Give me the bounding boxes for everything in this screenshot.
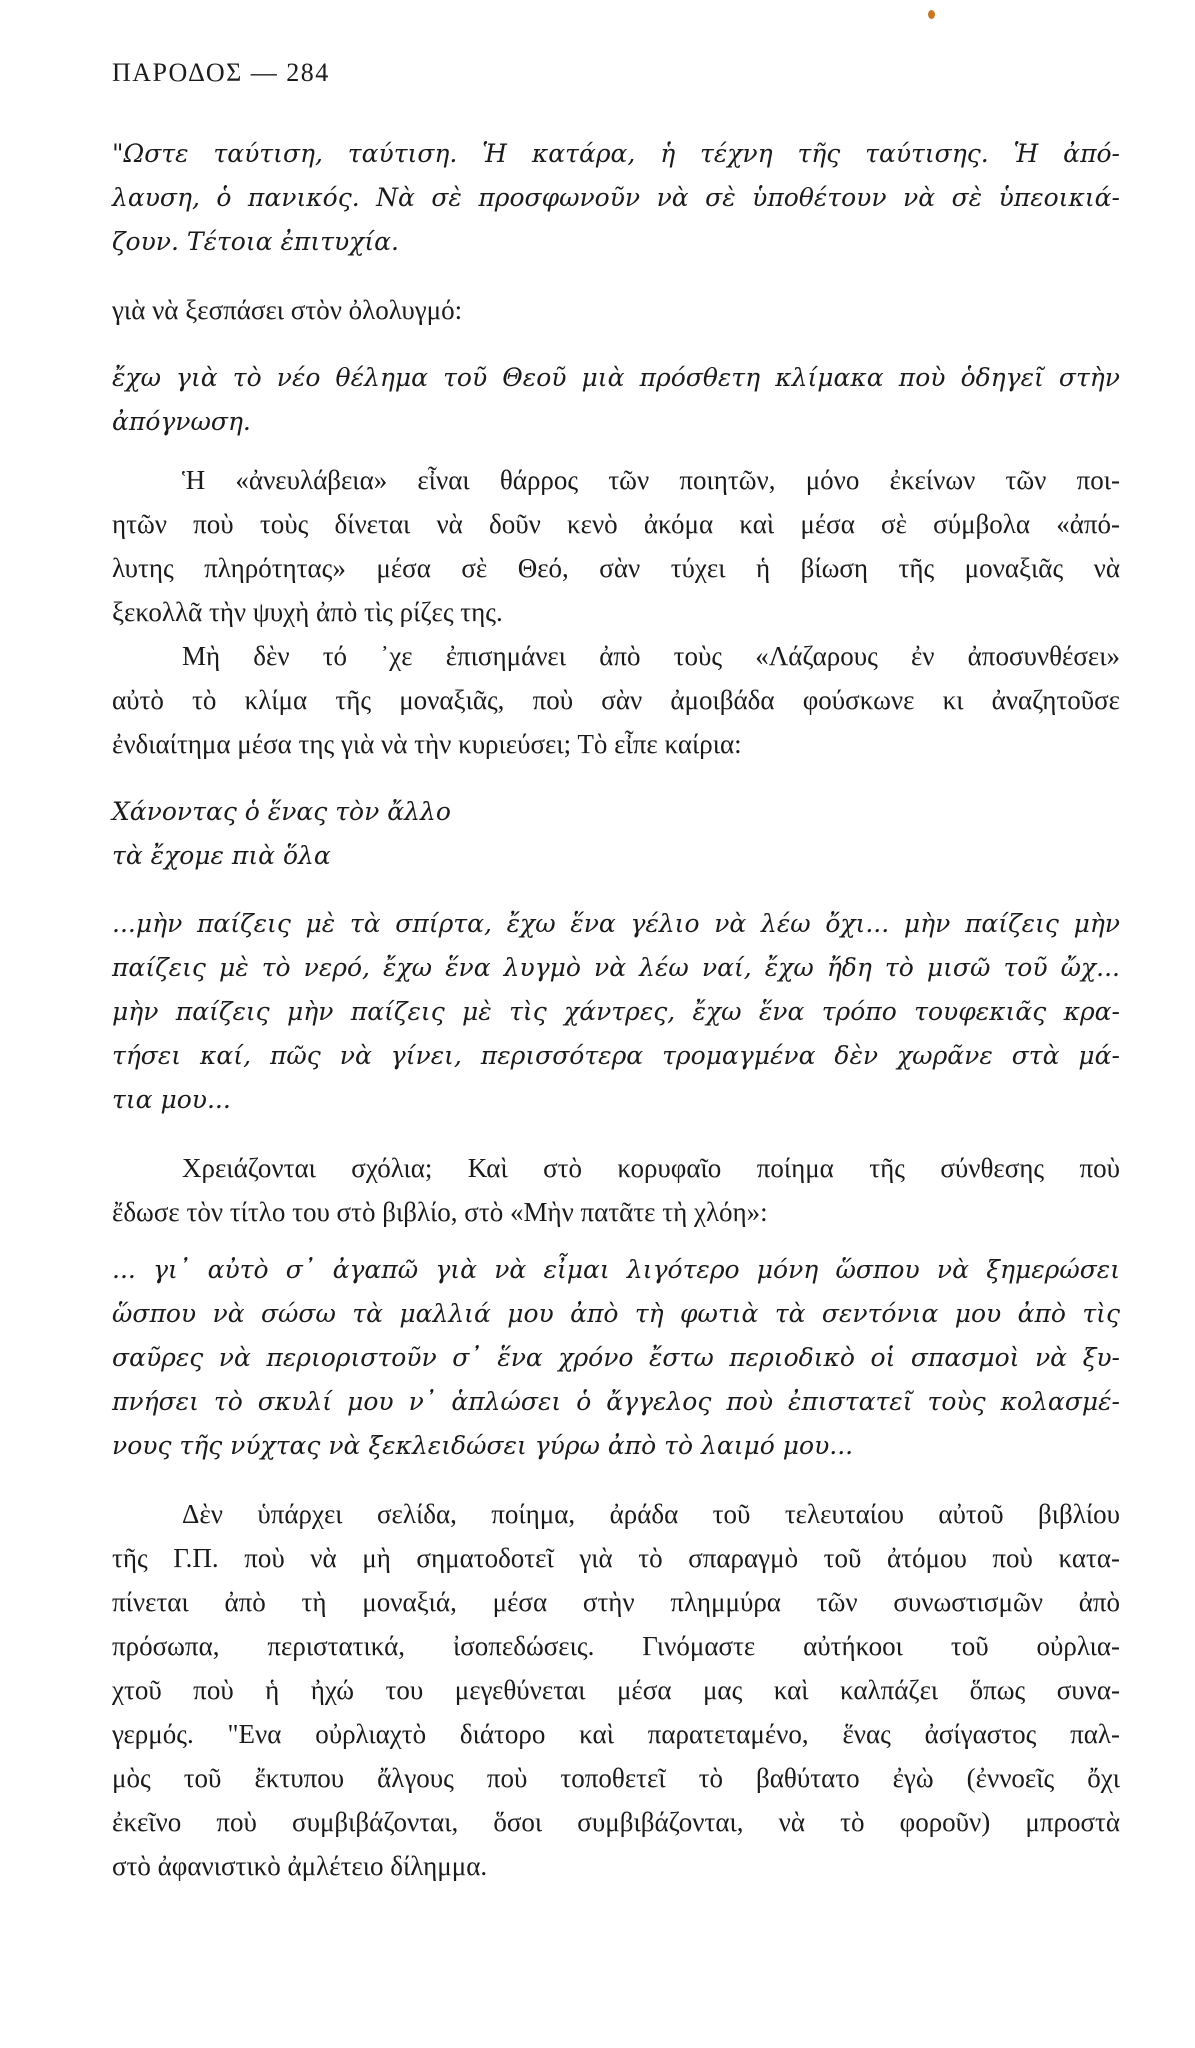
quotation-block <box>112 356 1120 444</box>
text-line: Χρειάζονται σχόλια; Καὶ στὸ κορυφαῖο ποίημα τῆς σύνθεσης ποὺ <box>182 1153 1120 1183</box>
text-line: Χάνοντας ὁ ἕνας τὸν ἄλλο <box>112 797 451 826</box>
text-line: στὸ ἀφανιστικὸ ἀμλέτειο δίλημμα. <box>112 1851 488 1881</box>
text-line: πνήσει τὸ σκυλί μου ν᾽ ἁπλώσει ὁ ἄγγελος ποὺ ἐπιστατεῖ τοὺς κολασμέ- <box>112 1387 1120 1416</box>
text-line: μὴν παίζεις μὴν παίζεις μὲ τὶς χάντρες, ἔχω ἕνα τρόπο τουφεκιᾶς κρα- <box>112 997 1120 1026</box>
body-paragraph <box>112 1492 1120 1888</box>
text-line: Ἡ «ἀνευλάβεια» εἶναι θάρρος τῶν ποιητῶν, μόνο ἐκείνων τῶν ποι- <box>182 465 1120 495</box>
text-line: ἀπόγνωση. <box>112 407 251 436</box>
body-paragraph <box>112 458 1120 766</box>
text-line: αὐτὸ τὸ κλίμα τῆς μοναξιᾶς, ποὺ σὰν ἀμοιβάδα φούσκωνε κι ἀναζητοῦσε <box>112 685 1120 715</box>
text-line: ἐνδιαίτημα μέσα της γιὰ νὰ τὴν κυριεύσει; Τὸ εἶπε καίρια: <box>112 729 742 759</box>
quotation-block <box>112 902 1120 1122</box>
text-line: τήσει καί, πῶς νὰ γίνει, περισσότερα τρομαγμένα δὲν χωρᾶνε στὰ μά- <box>112 1041 1120 1070</box>
text-line: ζουν. Τέτοια ἐπιτυχία. <box>112 227 399 256</box>
body-paragraph <box>112 1146 1120 1234</box>
text-line: ἔχω γιὰ τὸ νέο θέλημα τοῦ Θεοῦ μιὰ πρόσθετη κλίμακα ποὺ ὁδηγεῖ στὴν <box>112 363 1120 392</box>
text-line: τῆς Γ.Π. ποὺ νὰ μὴ σηματοδοτεῖ γιὰ τὸ σπαραγμὸ τοῦ ἀτόμου ποὺ κατα- <box>112 1543 1120 1573</box>
text-line: ὥσπου νὰ σώσω τὰ μαλλιά μου ἀπὸ τὴ φωτιὰ τὰ σεντόνια μου ἀπὸ τὶς <box>112 1299 1120 1328</box>
text-line: ητῶν ποὺ τοὺς δίνεται νὰ δοῦν κενὸ ἀκόμα καὶ μέσα σὲ σύμβολα «ἀπό- <box>112 509 1120 539</box>
running-header: ΠΑΡΟΔΟΣ — 284 <box>112 58 330 87</box>
text-line: ἐκεῖνο ποὺ συμβιβάζονται, ὅσοι συμβιβάζονται, νὰ τὸ φοροῦν) μπροστὰ <box>112 1807 1120 1837</box>
text-line: "Ωστε ταύτιση, ταύτιση. Ἡ κατάρα, ἡ τέχνη τῆς ταύτισης. Ἡ ἀπό- <box>112 139 1120 168</box>
text-line: τὰ ἔχομε πιὰ ὅλα <box>112 841 331 870</box>
text-line: λυτης πληρότητας» μέσα σὲ Θεό, σὰν τύχει ἡ βίωση τῆς μοναξιᾶς νὰ <box>112 553 1120 583</box>
text-line: ἔδωσε τὸν τίτλο του στὸ βιβλίο, στὸ «Μὴν πατᾶτε τὴ χλόη»: <box>112 1197 768 1227</box>
text-line: νους τῆς νύχτας νὰ ξεκλειδώσει γύρω ἀπὸ τὸ λαιμό μου... <box>112 1431 854 1460</box>
text-line: πίνεται ἀπὸ τὴ μοναξιά, μέσα στὴν πλημμύρα τῶν συνωστισμῶν ἀπὸ <box>112 1587 1120 1617</box>
text-line: ξεκολλᾶ τὴν ψυχὴ ἀπὸ τὶς ρίζες της. <box>112 597 503 627</box>
text-line: παίζεις μὲ τὸ νερό, ἔχω ἕνα λυγμὸ νὰ λέω ναί, ἔχω ἤδη τὸ μισῶ τοῦ ὤχ... <box>112 953 1120 982</box>
text-line: σαῦρες νὰ περιοριστοῦν σ᾽ ἕνα χρόνο ἔστω περιοδικὸ οἱ σπασμοὶ νὰ ξυ- <box>112 1343 1120 1372</box>
body-paragraph <box>112 288 1120 332</box>
quotation-block <box>112 132 1120 264</box>
text-line: πρόσωπα, περιστατικά, ἰσοπεδώσεις. Γινόμαστε αὐτήκοοι τοῦ οὐρλια- <box>112 1631 1120 1661</box>
quotation-block <box>112 790 1120 878</box>
text-line: ... γι᾽ αὐτὸ σ᾽ ἀγαπῶ γιὰ νὰ εἶμαι λιγότερο μόνη ὥσπου νὰ ξημερώσει <box>112 1255 1120 1284</box>
text-line: γιὰ νὰ ξεσπάσει στὸν ὀλολυγμό: <box>112 295 463 325</box>
text-line: λαυση, ὁ πανικός. Νὰ σὲ προσφωνοῦν νὰ σὲ ὑποθέτουν νὰ σὲ ὑπεοικιά- <box>112 183 1120 212</box>
text-line: ...μὴν παίζεις μὲ τὰ σπίρτα, ἔχω ἕνα γέλιο νὰ λέω ὄχι... μὴν παίζεις μὴν <box>112 909 1120 938</box>
text-line: τια μου... <box>112 1085 231 1114</box>
text-line: χτοῦ ποὺ ἡ ἠχώ του μεγεθύνεται μέσα μας καὶ καλπάζει ὅπως συνα- <box>112 1675 1120 1705</box>
text-line: μὸς τοῦ ἔκτυπου ἄλγους ποὺ τοποθετεῖ τὸ βαθύτατο ἐγὼ (ἐννοεῖς ὄχι <box>112 1763 1120 1793</box>
page-body <box>112 132 1120 1888</box>
text-line: Μὴ δὲν τό ᾽χε ἐπισημάνει ἀπὸ τοὺς «Λάζαρους ἐν ἀποσυνθέσει» <box>182 641 1120 671</box>
ink-spot <box>928 10 935 19</box>
text-line: γερμός. "Ενα οὐρλιαχτὸ διάτορο καὶ παρατεταμένο, ἕνας ἀσίγαστος παλ- <box>112 1719 1120 1749</box>
quotation-block <box>112 1248 1120 1468</box>
text-line: Δὲν ὑπάρχει σελίδα, ποίημα, ἀράδα τοῦ τελευταίου αὐτοῦ βιβλίου <box>182 1499 1120 1529</box>
